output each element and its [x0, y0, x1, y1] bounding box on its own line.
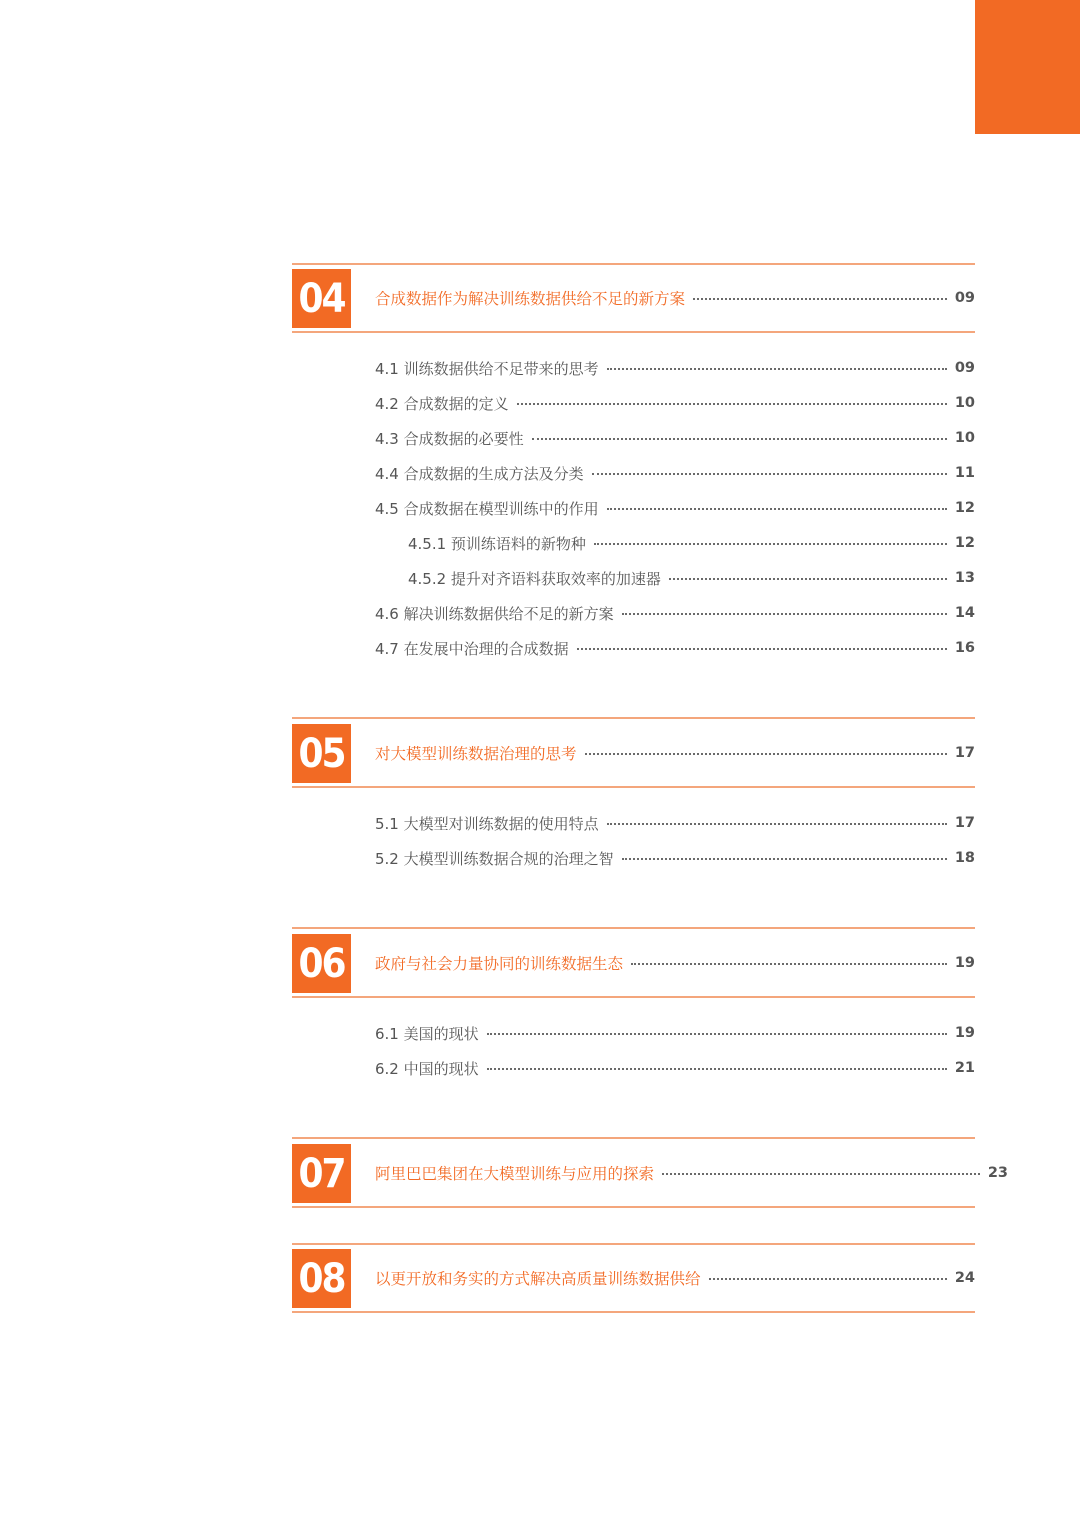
dot-leader [585, 753, 947, 755]
toc-entry-chapter-06[interactable] [375, 951, 975, 975]
toc-entry-page: 21 [954, 1060, 975, 1076]
toc-entry-page: 12 [954, 535, 975, 551]
dot-leader [622, 613, 947, 615]
rule-bottom [292, 996, 975, 998]
chapter-number-badge: 05 [292, 724, 351, 783]
chapter-number-badge: 08 [292, 1249, 351, 1308]
dot-leader [517, 403, 947, 405]
toc-entry-page: 12 [954, 500, 975, 516]
toc-entry-6-2[interactable] [375, 1056, 975, 1080]
toc-entry-6-1[interactable] [375, 1021, 975, 1045]
toc-entry-title: 4.5.2 提升对齐语料获取效率的加速器 [408, 569, 661, 588]
rule-top [292, 1137, 975, 1139]
dot-leader [577, 648, 947, 650]
rule-bottom [292, 786, 975, 788]
dot-leader [693, 298, 947, 300]
toc-entry-page: 11 [954, 465, 975, 481]
toc-entry-title: 政府与社会力量协同的训练数据生态 [375, 955, 624, 973]
toc-entry-title: 5.1 大模型对训练数据的使用特点 [375, 814, 599, 833]
toc-entry-chapter-07[interactable] [375, 1161, 1008, 1185]
toc-entry-chapter-05[interactable] [375, 741, 975, 765]
dot-leader [607, 368, 947, 370]
toc-entry-5-2[interactable] [375, 846, 975, 870]
toc-entry-title: 对大模型训练数据治理的思考 [375, 745, 577, 763]
rule-top [292, 1243, 975, 1245]
dot-leader [487, 1033, 947, 1035]
rule-top [292, 927, 975, 929]
dot-leader [622, 858, 947, 860]
toc-entry-page: 14 [954, 605, 975, 621]
toc-entry-page: 10 [954, 395, 975, 411]
toc-entry-title: 4.3 合成数据的必要性 [375, 429, 524, 448]
toc-entry-title: 4.2 合成数据的定义 [375, 394, 509, 413]
dot-leader [669, 578, 947, 580]
dot-leader [532, 438, 947, 440]
toc-entry-4-5-2[interactable] [408, 566, 975, 590]
toc-entry-page: 13 [954, 570, 975, 586]
dot-leader [662, 1173, 980, 1175]
toc-entry-title: 5.2 大模型训练数据合规的治理之智 [375, 849, 614, 868]
toc-entry-page: 10 [954, 430, 975, 446]
dot-leader [592, 473, 947, 475]
toc-entry-title: 6.2 中国的现状 [375, 1059, 479, 1078]
toc-entry-title: 4.6 解决训练数据供给不足的新方案 [375, 604, 614, 623]
rule-bottom [292, 331, 975, 333]
toc-entry-title: 4.7 在发展中治理的合成数据 [375, 639, 569, 658]
toc-entry-chapter-08[interactable] [375, 1266, 975, 1290]
toc-entry-4-5-1[interactable] [408, 531, 975, 555]
toc-entry-page: 09 [954, 290, 975, 306]
toc-entry-4-5[interactable] [375, 496, 975, 520]
toc-entry-page: 19 [954, 1025, 975, 1041]
toc-entry-page: 09 [954, 360, 975, 376]
toc-entry-title: 4.1 训练数据供给不足带来的思考 [375, 359, 599, 378]
toc-entry-4-4[interactable] [375, 461, 975, 485]
toc-entry-4-2[interactable] [375, 391, 975, 415]
chapter-number-badge: 04 [292, 269, 351, 328]
toc-entry-chapter-04[interactable] [375, 286, 975, 310]
toc-entry-4-3[interactable] [375, 426, 975, 450]
rule-bottom [292, 1311, 975, 1313]
toc-entry-title: 合成数据作为解决训练数据供给不足的新方案 [375, 290, 686, 308]
dot-leader [487, 1068, 947, 1070]
toc-entry-title: 阿里巴巴集团在大模型训练与应用的探索 [375, 1165, 655, 1183]
toc-entry-title: 以更开放和务实的方式解决高质量训练数据供给 [375, 1270, 701, 1288]
dot-leader [594, 543, 947, 545]
toc-entry-4-6[interactable] [375, 601, 975, 625]
toc-entry-title: 4.5.1 预训练语料的新物种 [408, 534, 586, 553]
toc-entry-5-1[interactable] [375, 811, 975, 835]
chapter-number-badge: 06 [292, 934, 351, 993]
rule-top [292, 263, 975, 265]
toc-entry-title: 4.4 合成数据的生成方法及分类 [375, 464, 584, 483]
toc-entry-title: 4.5 合成数据在模型训练中的作用 [375, 499, 599, 518]
dot-leader [631, 963, 947, 965]
toc-entry-page: 17 [954, 745, 975, 761]
toc-entry-page: 17 [954, 815, 975, 831]
dot-leader [607, 823, 947, 825]
toc-entry-4-7[interactable] [375, 636, 975, 660]
toc-entry-4-1[interactable] [375, 356, 975, 380]
dot-leader [709, 1278, 947, 1280]
chapter-number-badge: 07 [292, 1144, 351, 1203]
toc-entry-title: 6.1 美国的现状 [375, 1024, 479, 1043]
rule-top [292, 717, 975, 719]
corner-accent-tab [975, 0, 1080, 134]
rule-bottom [292, 1206, 975, 1208]
toc-entry-page: 16 [954, 640, 975, 656]
toc-entry-page: 24 [954, 1270, 975, 1286]
toc-entry-page: 19 [954, 955, 975, 971]
dot-leader [607, 508, 947, 510]
toc-entry-page: 18 [954, 850, 975, 866]
toc-entry-page: 23 [987, 1165, 1008, 1181]
